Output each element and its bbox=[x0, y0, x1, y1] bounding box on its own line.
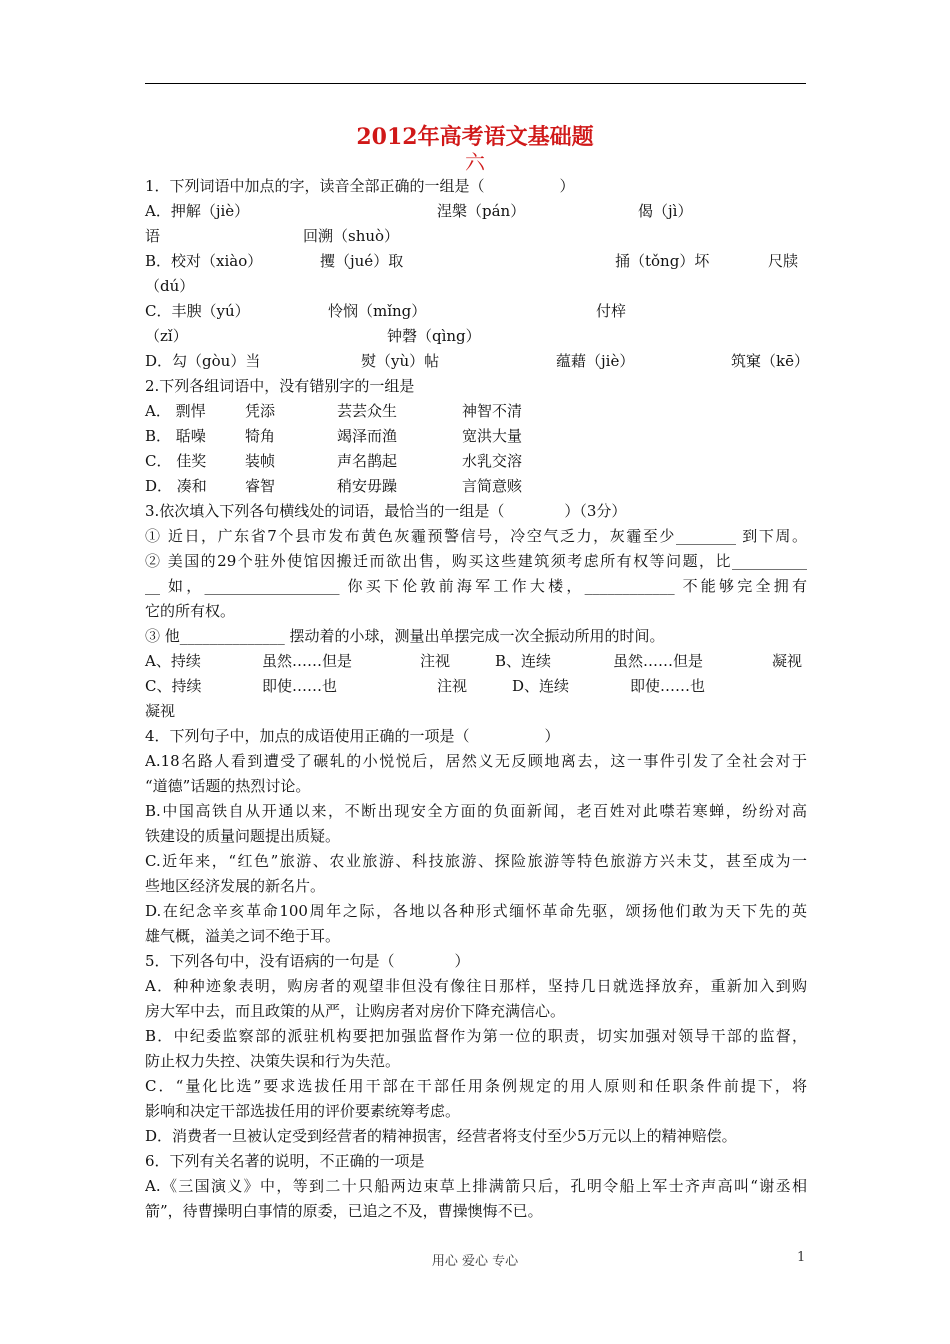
q4-option-c-cont: 些地区经济发展的新名片。 bbox=[145, 877, 326, 895]
q6-stem: 6．下列有关名著的说明，不正确的一项是 bbox=[145, 1152, 425, 1170]
q4-option-a-cont: “道德”话题的热烈讨论。 bbox=[145, 777, 311, 795]
q3-sentence-2: ② 美国的29个驻外使馆因搬迁而欲出售，购买这些建筑须考虑所有权等问题，比__________ bbox=[145, 552, 807, 570]
q3-sentence-2-end: 它的所有权。 bbox=[145, 602, 236, 620]
q4-option-b-cont: 铁建设的质量问题提出质疑。 bbox=[145, 827, 341, 845]
q5-option-d: D．消费者一旦被认定受到经营者的精神损害，经营者将支付至少5万元以上的精神赔偿。 bbox=[145, 1127, 737, 1145]
q1-option-c-cont: （zǐ） 钟磬（qìng） bbox=[145, 327, 481, 345]
q4-option-d-cont: 雄气概，溢美之词不绝于耳。 bbox=[145, 927, 341, 945]
q5-option-a: A．种种迹象表明，购房者的观望非但没有像往日那样，坚持几日就选择放弃，重新加入到购 bbox=[145, 977, 807, 995]
q6-option-a-cont: 箭”，待曹操明白事情的原委，已追之不及，曹操懊悔不已。 bbox=[145, 1202, 543, 1220]
q1-option-c: C．丰腴（yú） 怜悯（mǐng） 付梓 bbox=[145, 302, 627, 320]
q5-stem: 5．下列各句中，没有语病的一句是（ ） bbox=[145, 952, 470, 970]
q1-option-d: D．勾（gòu）当 熨（yù）帖 蕴藉（jiè） 筑窠（kē） bbox=[145, 352, 809, 370]
q3-stem: 3.依次填入下列各句横线处的词语，最恰当的一组是（ ）（3分） bbox=[145, 502, 627, 520]
q5-option-c: C．“量化比选”要求选拔任用干部在干部任用条例规定的用人原则和任职条件前提下，将 bbox=[145, 1077, 807, 1095]
page-number: 1 bbox=[797, 1250, 806, 1265]
q1-option-b: B．校对（xiào） 攫（jué）取 捅（tǒng）坏 尺牍 bbox=[145, 252, 799, 270]
q2-option-row: A． 剽悍 凭添 芸芸众生 神智不清 bbox=[145, 402, 523, 420]
q3-sentence-2-cont: __ 如，__________________ 你买下伦敦前海军工作大楼，____________ 不能够完全拥有 bbox=[145, 577, 807, 595]
q4-option-b: B.中国高铁自从开通以来，不断出现安全方面的负面新闻，老百姓对此噤若寒蝉，纷纷对高 bbox=[145, 802, 807, 820]
q3-sentence-3: ③ 他______________ 摆动着的小球，测量出单摆完成一次全振动所用的时间。 bbox=[145, 627, 665, 645]
page-title: 2012年高考语文基础题 bbox=[356, 124, 594, 150]
q2-option-row: B． 聒噪 犄角 竭泽而渔 宽洪大量 bbox=[145, 427, 523, 445]
page-subtitle: 六 bbox=[465, 150, 485, 174]
q2-stem: 2.下列各组词语中，没有错别字的一组是 bbox=[145, 377, 415, 395]
q5-option-c-cont: 影响和决定干部选拔任用的评价要素统筹考虑。 bbox=[145, 1102, 461, 1120]
q1-option-a-cont: 语 回溯（shuò） bbox=[145, 227, 400, 245]
q4-option-d: D.在纪念辛亥革命100周年之际，各地以各种形式缅怀革命先驱，颂扬他们敢为天下先的英 bbox=[145, 902, 807, 920]
q3-options-row-2-cont: 凝视 bbox=[145, 702, 176, 720]
q5-option-a-cont: 房大军中去，而且政策的从严，让购房者对房价下降充满信心。 bbox=[145, 1002, 566, 1020]
q6-option-a: A.《三国演义》中，等到二十只船两边束草上排满箭只后，孔明令船上军士齐声高叫“谢丞相 bbox=[145, 1177, 807, 1195]
q3-options-row-2: C、持续 即使……也 注视 D、连续 即使……也 bbox=[145, 677, 706, 695]
page-footer: 用心 爱心 专心 bbox=[431, 1254, 519, 1269]
q1-option-a: A．押解（jiè） 涅槃（pán） 偈（jì） bbox=[145, 202, 693, 220]
q4-option-c: C.近年来，“红色”旅游、农业旅游、科技旅游、探险旅游等特色旅游方兴未艾，甚至成为一 bbox=[145, 852, 807, 870]
q2-option-row: C． 佳奖 装帧 声名鹊起 水乳交溶 bbox=[145, 452, 523, 470]
q5-option-b: B．中纪委监察部的派驻机构要把加强监督作为第一位的职责，切实加强对领导干部的监督， bbox=[145, 1027, 807, 1045]
q2-option-row: D． 凑和 睿智 稍安毋躁 言简意赅 bbox=[145, 477, 523, 495]
q4-stem: 4．下列句子中，加点的成语使用正确的一项是（ ） bbox=[145, 727, 560, 745]
document-body bbox=[145, 174, 807, 1224]
q3-sentence-1: ① 近日，广东省7个县市发布黄色灰霾预警信号，冷空气乏力，灰霾至少________ 到下周。 bbox=[145, 527, 807, 545]
q3-options-row-1: A、持续 虽然……但是 注视 B、连续 虽然……但是 凝视 bbox=[145, 652, 803, 670]
q5-option-b-cont: 防止权力失控、决策失误和行为失范。 bbox=[145, 1052, 401, 1070]
q4-option-a: A.18名路人看到遭受了碾轧的小悦悦后，居然义无反顾地离去，这一事件引发了全社会对于 bbox=[145, 752, 807, 770]
header-rule bbox=[145, 83, 806, 84]
q1-option-b-cont: （dú） bbox=[145, 277, 195, 295]
q1-stem: 1．下列词语中加点的字，读音全部正确的一组是（ ） bbox=[145, 177, 575, 195]
